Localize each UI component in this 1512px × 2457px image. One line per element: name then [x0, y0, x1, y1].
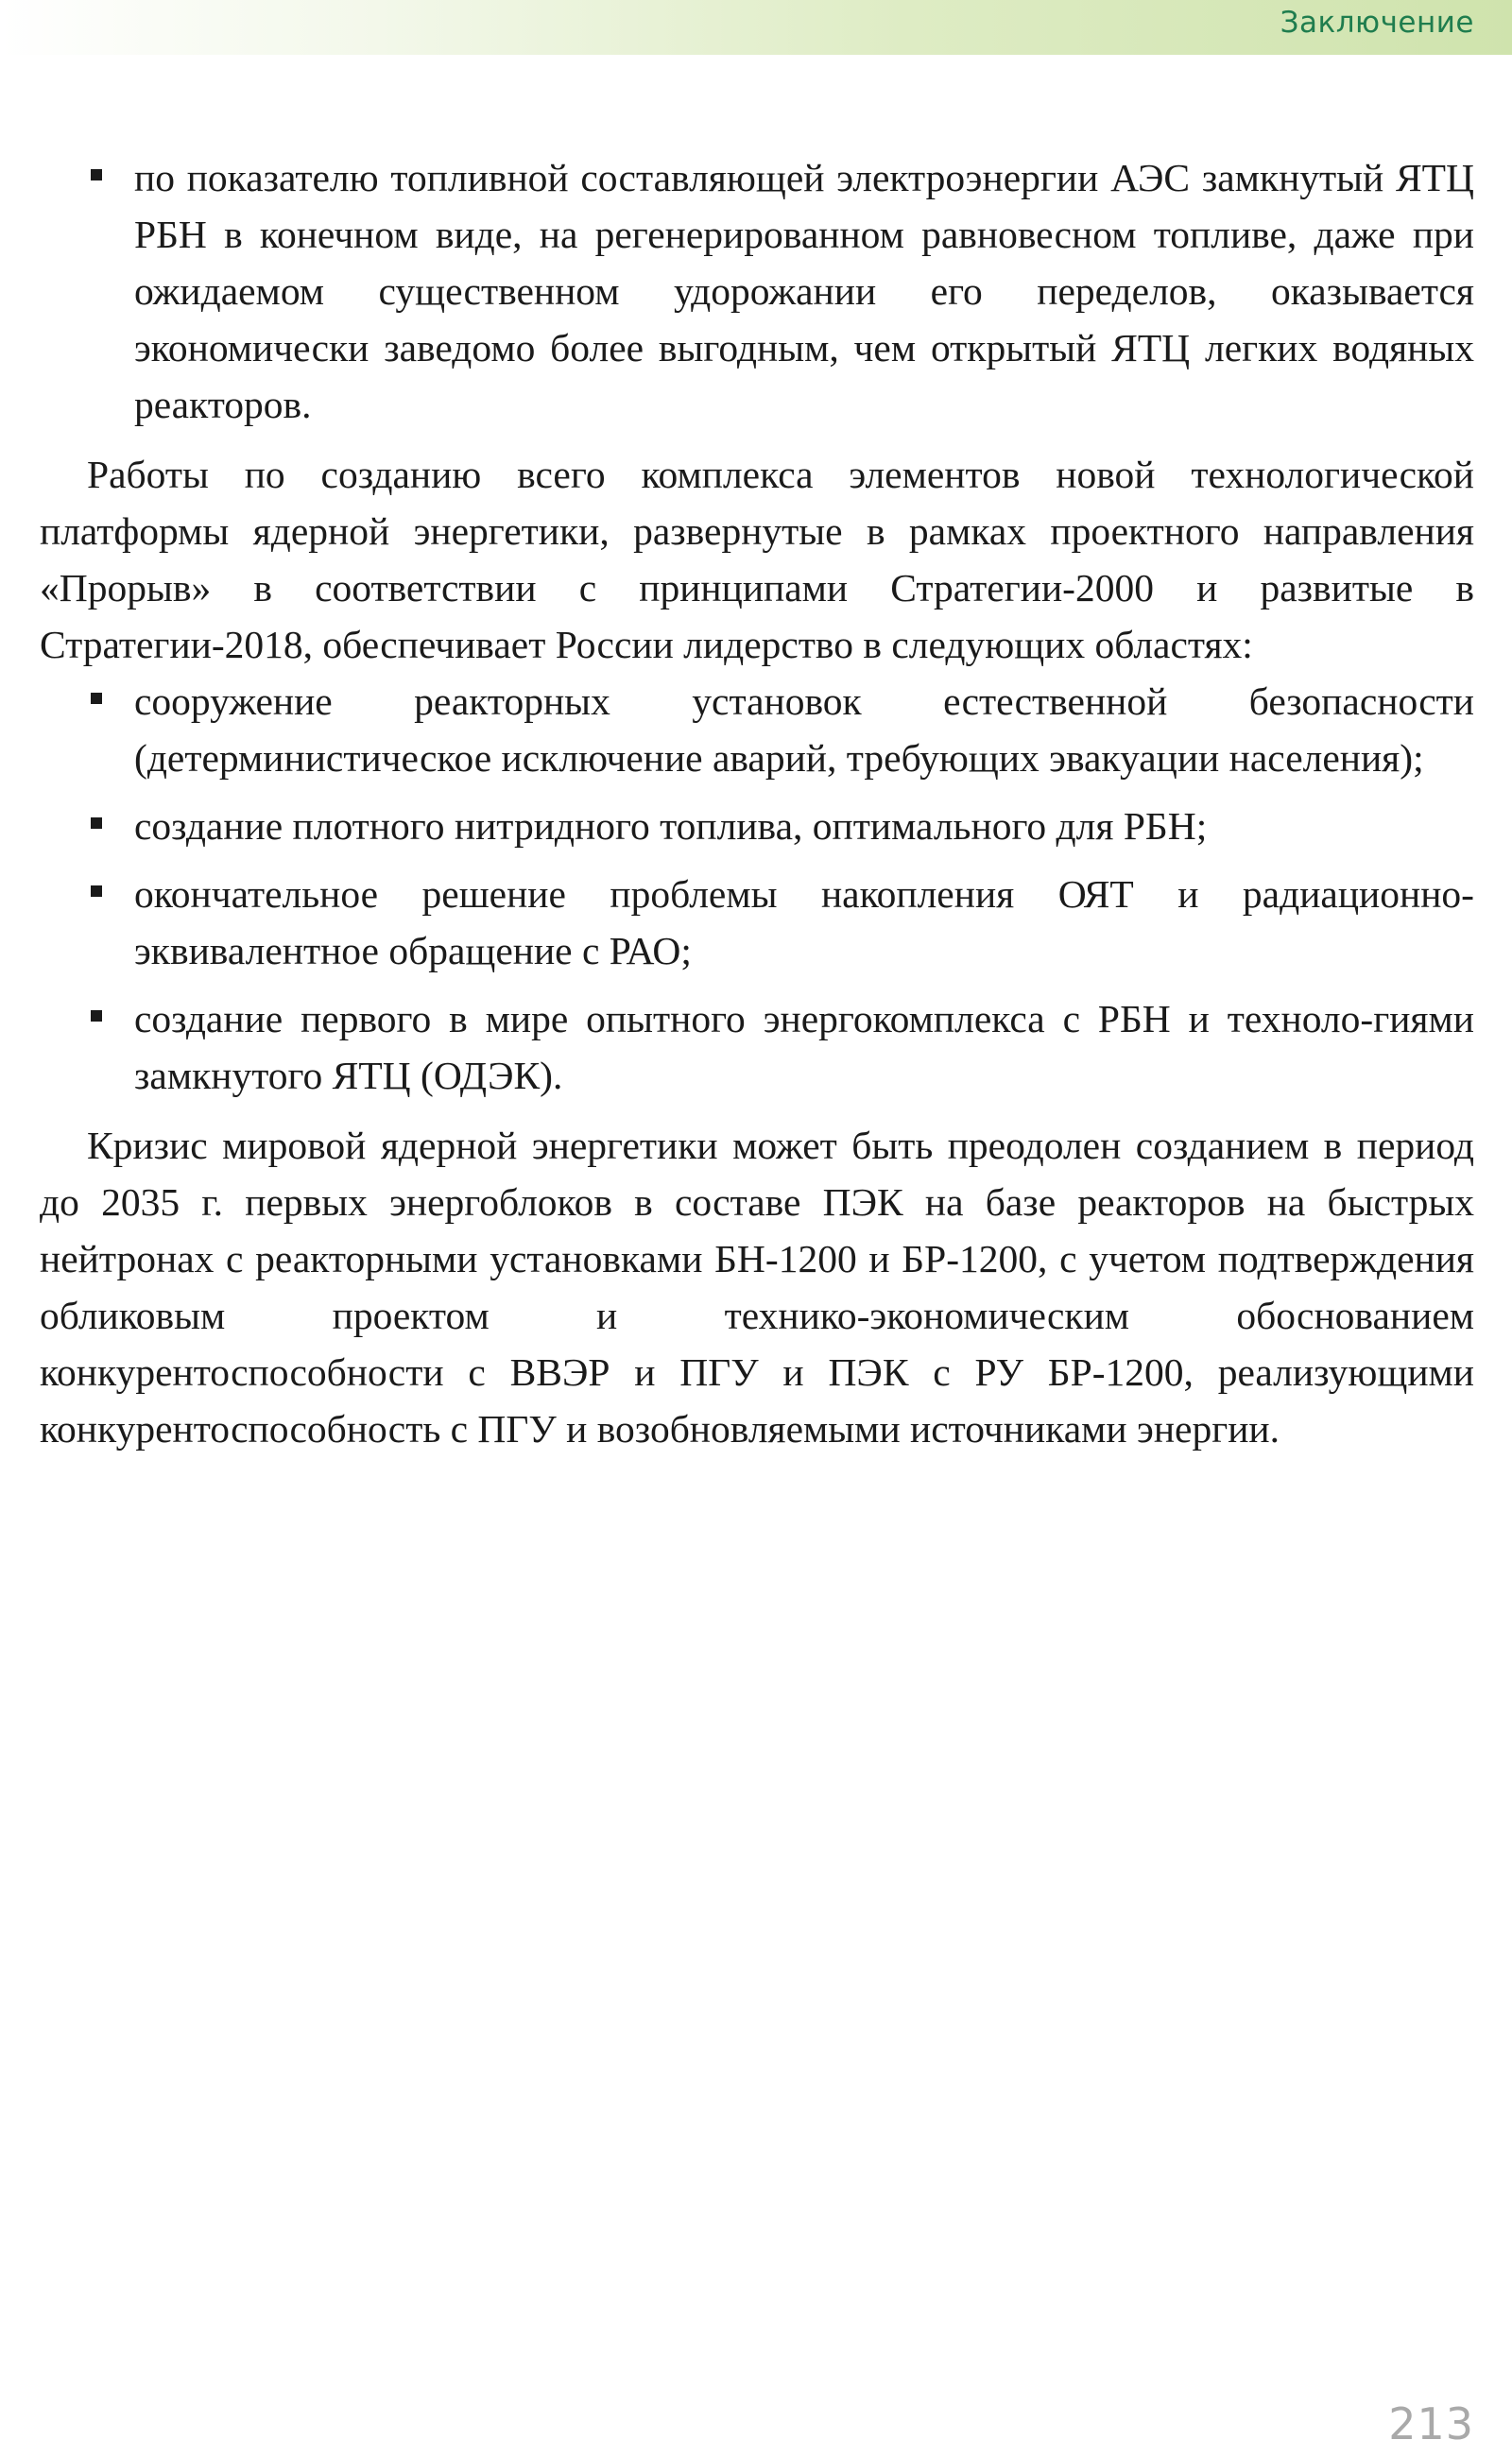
- page-number: 213: [1388, 2398, 1474, 2449]
- paragraph: Кризис мировой ядерной энергетики может быть преодолен созданием в период до 2035 г. первых энергоблоков в составе ПЭК на базе реакторов на быстрых нейтронах с реакторными установками БН-1200 и БР-1200, с учетом подтверждения обликовым проектом и технико-экономическим обоснованием конкурентоспособности с ВВЭР и ПГУ и ПЭК с РУ БР-1200, реализующими конкурентоспособность с ПГУ и возобновляемыми источниками энергии.: [40, 1124, 1474, 1451]
- list-item: [40, 673, 1474, 786]
- square-bullet-icon: [91, 693, 102, 704]
- square-bullet-icon: [91, 817, 102, 829]
- list-item-text: создание плотного нитридного топлива, оптимального для РБН;: [134, 804, 1208, 848]
- paragraph: Работы по созданию всего комплекса элементов новой технологической платформы ядерной энергетики, развернутые в рамках проектного направления «Прорыв» в соответствии с принципами Стратегии-2000 и развитые в Стратегии-2018, обеспечивает России лидерство в следующих областях:: [40, 453, 1474, 666]
- square-bullet-icon: [91, 885, 102, 897]
- list-item-text: по показателю топливной составляющей электроэнергии АЭС замкнутый ЯТЦ РБН в конечном виде, на регенерированном равновесном топливе, даже при ожидаемом существенном удорожании его переделов, оказывается экономически заведомо более выгодным, чем открытый ЯТЦ легких водяных реакторов.: [134, 156, 1474, 426]
- list-item-text: создание первого в мире опытного энергокомплекса с РБН и техноло-гиями замкнутого ЯТЦ (ОДЭК).: [134, 997, 1474, 1097]
- square-bullet-icon: [91, 169, 102, 180]
- list-item-text: окончательное решение проблемы накопления ОЯТ и радиационно-эквивалентное обращение с РАО;: [134, 872, 1474, 972]
- list-item-text: сооружение реакторных установок естественной безопасности (детерминистическое исключение аварий, требующих эвакуации населения);: [134, 679, 1474, 780]
- square-bullet-icon: [91, 1010, 102, 1022]
- section-title: Заключение: [1280, 6, 1474, 40]
- list-item: [40, 149, 1474, 433]
- list-item: [40, 866, 1474, 979]
- list-item: [40, 990, 1474, 1104]
- page-content: [40, 149, 1474, 1457]
- list-item: [40, 798, 1474, 854]
